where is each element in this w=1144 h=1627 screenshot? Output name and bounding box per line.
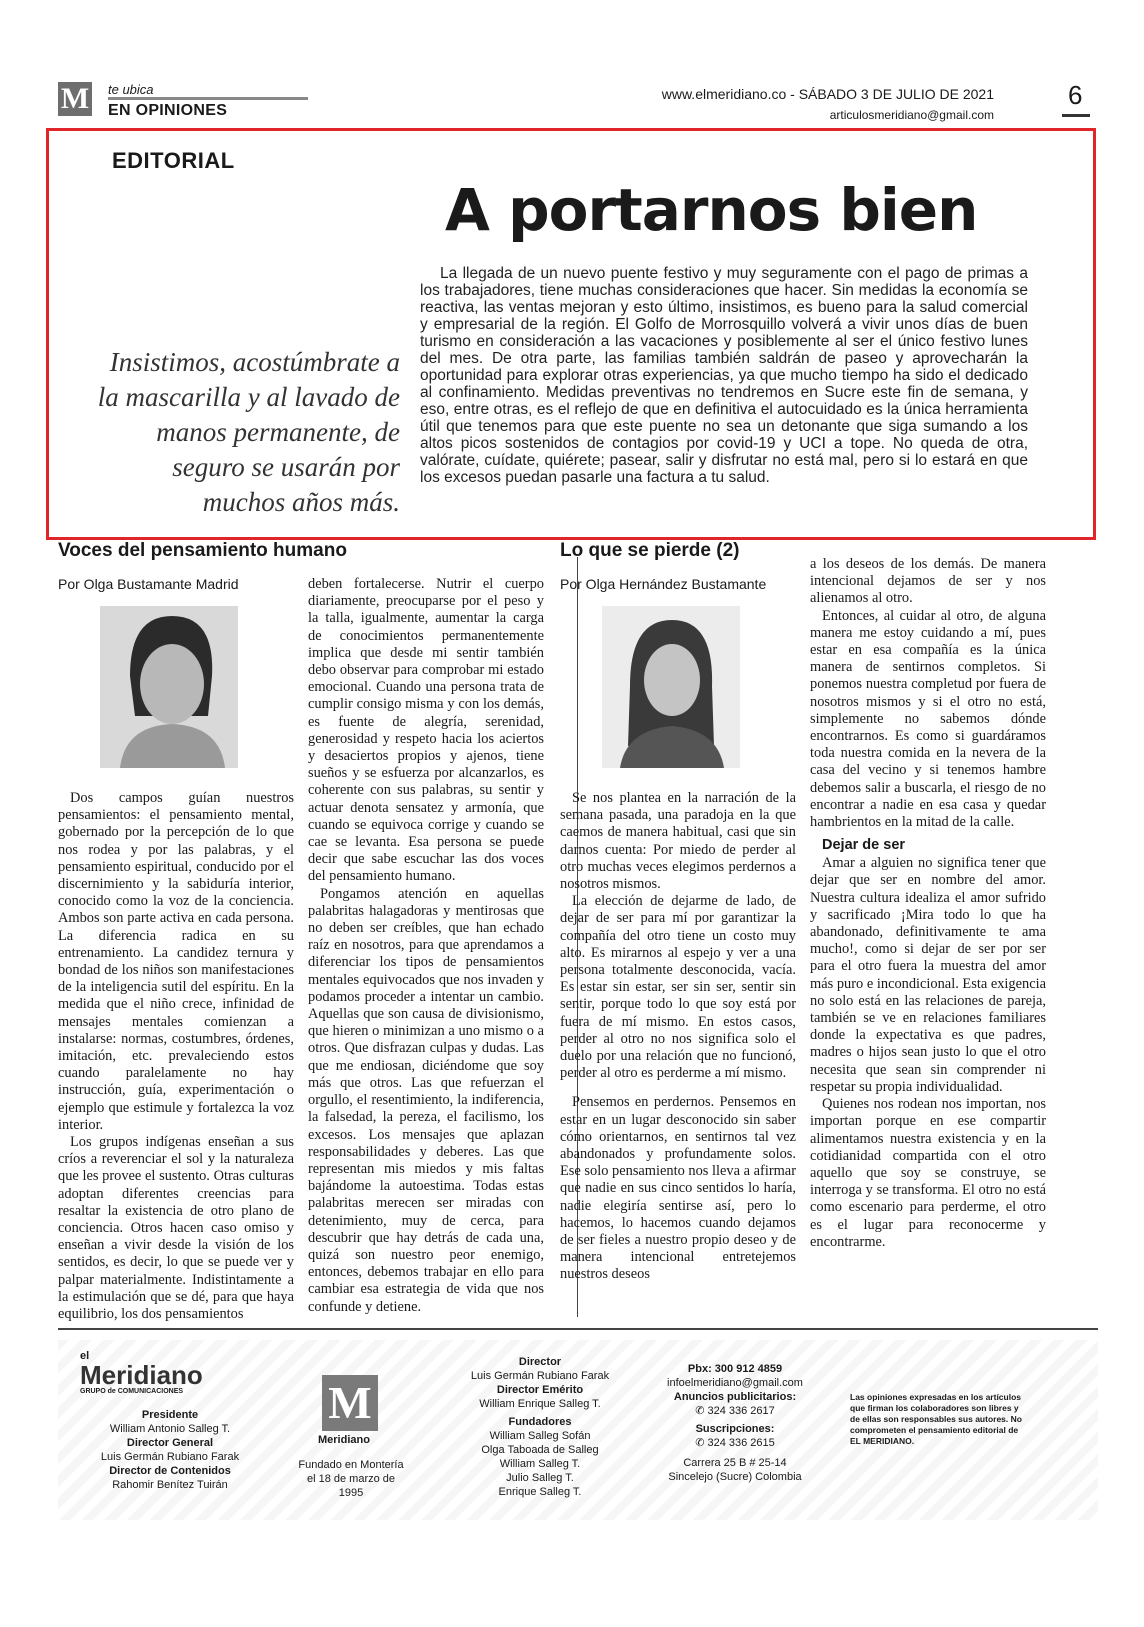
founder-name: Enrique Salleg T. — [498, 1486, 582, 1498]
pbx: Pbx: 300 912 4859 — [687, 1363, 783, 1375]
editorial-paragraph: La llegada de un nuevo puente festivo y muy seguramente con el pago de primas a los trabajadores, tiene muchas consideraciones que hacer. Sin medidas la economía se reactiva, las ventas mejoran y esto último, insistimos, es bueno para la salud comercial y empresarial de la región. El Golfo de Morrosquillo volverá a vivir unos días de buen turismo en consideración a las vacaciones y posiblemente al ser el único festivo lunes del mes. De otra parte, las familias también saldrán de paseo y aprovecharán la oportunidad para explorar otras experiencias, ya que mucho tiempo ha sido el dedicado al confinamiento. Medidas preventivas no tendremos en Sucre este fin de semana, y eso, entre otras, es el reflejo de que en definitiva el autocuidado es la única herramienta útil que tenemos para que este puente no sea un detonante que siga sumando a los altos picos sostenidos de contagios por covid-19 y UCI a tope. No queda de otra, valórate, cuídate, quiérete; pasear, salir y disfrutar no está mal, pero si lo estará en que los excesos puedan pasarle una factura a tu salud. — [420, 265, 1028, 486]
page-number: 6 — [1068, 80, 1083, 110]
article2-byline: Por Olga Hernández Bustamante — [560, 576, 767, 592]
founder-name: Julio Salleg T. — [506, 1472, 574, 1484]
footer-m-logo: M — [322, 1375, 378, 1431]
brand-subtitle: GRUPO de COMUNICACIONES — [80, 1388, 184, 1395]
whatsapp-icon: ✆ — [695, 1405, 705, 1417]
section-title: EN OPINIONES — [108, 102, 228, 119]
article2-paragraph: Quienes nos rodean nos importan, nos importan porque en ese compartir alimentamos nuestra existencia y en la cotidianidad compartida con el otro aquello que soy se construye, se interroga y se transforma. El otro no está como escenario para perderme, el otro es el lugar para reconocerme y encontrarme. — [810, 1096, 1046, 1250]
founded-note: Fundado en Montería el 18 de marzo de 1995 — [298, 1459, 404, 1499]
article1-paragraph: deben fortalecerse. Nutrir el cuerpo diariamente, preocuparse por el peso y la talla, igualmente, aumentar la carga de conocimientos permanentemente implica que desde mi sentir también debo observar para comprobar mi estado emocional. Cuando una persona trata de cumplir consigo misma y con los demás, es fuente de alegría, serenidad, generosidad y respeto hacia los aciertos y desaciertos propios y ajenos, tiene sueños y se esfuerza por alcanzarlos, es coherente con sus palabras, su sentir y actuar denota sensatez y armonía, que cuando se equivoca corrige y cuando se cae se levanta. Esa persona se puede decir que sabe escuchar las dos voces del pensamiento humano. — [308, 576, 544, 885]
article1-paragraph: Dos campos guían nuestros pensamientos: el pensamiento mental, gobernado por la percepción de lo que nos rodea y por las palabras, y el pensamiento espiritual, conducido por el discernimiento y la sabiduría interior, conocido como la voz de la conciencia. Ambos son parte activa en cada persona. La diferencia radica en su entrenamiento. La candidez ternura y bondad de los niños son manifestaciones de la inteligencia sutil del espíritu. En la medida que el niño crece, infinidad de mensajes mentales comienzan a instalarse: normas, costumbres, órdenes, imitación, etc. prevaleciendo estos cuando paralelamente no hay instrucción, guía, experimentación o ejemplo que estimule y fortalezca la voz interior. — [58, 790, 294, 1133]
info-email: infoelmeridiano@gmail.com — [667, 1377, 803, 1389]
editorial-label: EDITORIAL — [112, 148, 235, 173]
content-director-name: Rahomir Benítez Tuirán — [112, 1479, 228, 1491]
content-director-label: Director de Contenidos — [109, 1465, 231, 1477]
article2-paragraph: a los deseos de los demás. De manera intencional dejamos de ser y nos alienamos al otro. — [810, 556, 1046, 607]
article2-column1 — [560, 790, 796, 1284]
footer-rule — [58, 1328, 1098, 1330]
founder-name: William Salleg T. — [499, 1458, 581, 1470]
page-number-rule — [1062, 114, 1090, 117]
address: Carrera 25 B # 25-14 — [683, 1457, 787, 1469]
article2-paragraph: Amar a alguien no significa tener que dejar que ser en nombre del amor. Nuestra cultura idealiza el amor sufrido y sacrificado ¡Mira todo lo que ha abandonado, definitivamente te ama mucho!, como si dejar de ser por ser para el otro fuera la muestra del amor más puro e incondicional. Esta exigencia no solo está en las relaciones de pareja, también se ve en relaciones familiares donde la expectativa es que padres, madres o hijos sean justo lo que el otro necesita que sean sin comprender ni respetar su propia individualidad. — [810, 855, 1046, 1095]
subs-phone: 324 336 2615 — [707, 1437, 775, 1449]
footer-disclaimer: Las opiniones expresadas en los artículos que firman los colaboradores son libres y de ellas son responsables sus autores. No comprometen el pensamiento editorial de EL MERIDIANO. — [850, 1392, 1022, 1446]
article1-column1 — [58, 790, 294, 1323]
article2-paragraph: Pensemos en perdernos. Pensemos en estar en un lugar desconocido sin saber cómo orientarnos, en sentirnos tal vez abandonados y profundamente solos. Ese solo pensamiento nos lleva a afirmar que nadie en sus cinco sentidos lo haría, nadie elegiría sentirse así, pero lo hacemos, lo hacemos cuando dejamos de ser fieles a nuestro propio deseo y de manera intencional entretejemos nuestros deseos — [560, 1094, 796, 1283]
header-rule — [108, 97, 308, 100]
emeritus-name: William Enrique Salleg T. — [479, 1398, 601, 1410]
founder-name: Olga Taboada de Salleg — [481, 1444, 599, 1456]
article1-paragraph: Los grupos indígenas enseñan a sus críos a reverenciar el sol y la naturaleza que les provee el sustento. Otras culturas adoptan diferentes creencias para resaltar la existencia de otro plano de conciencia. Otros hacen caso omiso y enseñan a vivir desde la visión de los sentidos, es decir, lo que se puede ver y palpar materialmente. Indistintamente a la estimulación que se dé, para que haya equilibrio, los dos pensamientos — [58, 1134, 294, 1323]
director-name: Luis Germán Rubiano Farak — [470, 1370, 610, 1382]
footer-contact — [650, 1362, 820, 1484]
whatsapp-icon: ✆ — [695, 1437, 705, 1449]
article1-paragraph: Pongamos atención en aquellas palabritas halagadoras y mentirosas que no deben ser creíbles, que han echado raíz en nosotros, para que aprendamos a diferenciar los tipos de pensamientos mentales equivocados que nos invaden y podamos proceder a intentar un cambio. Aquellas que son causa de divisionismo, que hieren o minimizan a uno mismo o a otros. Que disfrazan culpas y dudas. Las que me endiosan, diciéndome que soy más que otros. Las que refuerzan el orgullo, el resentimiento, la indiferencia, la falsedad, la pereza, el facilismo, los excesos. Los mensajes que aplazan responsabilidades y deberes. Las que representan mis miedos y mis faltas bajándome la autoestima. Todas estas palabritas merecen ser miradas con detenimiento, muy de cerca, para descubrir que hay detrás de cada una, quizá son nuestro peor enemigo, entonces, debemos trabajar en ello para cambiar esa estrategia de vida que nos confunde y detiene. — [308, 885, 544, 1315]
footer-logo-caption: Meridiano — [318, 1434, 370, 1446]
gm-name: Luis Germán Rubiano Farak — [100, 1451, 240, 1463]
founders-label: Fundadores — [508, 1416, 572, 1428]
author-photo-olga-bustamante — [100, 606, 238, 768]
president-label: Presidente — [141, 1409, 199, 1421]
article2-paragraph: Se nos plantea en la narración de la semana pasada, una paradoja en la que caemos de manera habitual, casi que sin darnos cuenta: Por miedo de perder al otro muchas veces elegimos perdernos a nosotros mismos. — [560, 790, 796, 893]
founder-name: William Salleg Sofán — [489, 1430, 591, 1442]
subs-label: Suscripciones: — [695, 1423, 775, 1435]
director-label: Director — [518, 1356, 562, 1368]
te-ubica-tagline: te ubica — [108, 82, 154, 97]
editorial-title: A portarnos bien — [445, 176, 978, 244]
president-name: William Antonio Salleg T. — [109, 1423, 231, 1435]
editorial-pull-quote: Insistimos, acostúmbrate a la mascarilla y al lavado de manos permanente, de seguro se usarán por muchos años más. — [97, 347, 400, 517]
footer-staff-left — [70, 1408, 270, 1492]
article2-paragraph: La elección de dejarme de lado, de dejar de ser para mí por garantizar la compañía del otro tiene un costo muy alto. Es mirarnos al espejo y ver a una persona totalmente desconocida, vacía. Es estar sin estar, ser sin ser, sentir sin sentir, porque todo lo que soy está por fuera de mí mismo. En estos casos, perder al otro no nos significa solo el duelo por una relación que no funcionó, perder al otro es perderme a mí mismo. — [560, 893, 796, 1082]
city: Sincelejo (Sucre) Colombia — [668, 1471, 802, 1483]
footer-staff-center — [460, 1355, 620, 1499]
article2-subhead: Dejar de ser — [822, 837, 906, 854]
editorial-body — [420, 265, 1028, 486]
emeritus-label: Director Emérito — [496, 1384, 584, 1396]
meridiano-logo: M — [58, 82, 92, 116]
article1-title: Voces del pensamiento humano — [58, 540, 347, 561]
brand-el: el — [80, 1350, 90, 1362]
gm-label: Director General — [126, 1437, 214, 1449]
ads-label: Anuncios publicitarios: — [673, 1391, 797, 1403]
article2-column2 — [810, 556, 1046, 1251]
header-email: articulosmeridiano@gmail.com — [829, 108, 994, 122]
article2-title: Lo que se pierde (2) — [560, 540, 740, 561]
footer-brand — [80, 1350, 230, 1395]
date-line: www.elmeridiano.co - SÁBADO 3 DE JULIO DE 2021 — [661, 86, 994, 102]
author-photo-olga-hernandez — [602, 606, 740, 768]
article1-byline: Por Olga Bustamante Madrid — [58, 576, 239, 592]
ads-phone: 324 336 2617 — [707, 1405, 775, 1417]
article1-column2 — [308, 576, 544, 1316]
brand-name: Meridiano — [80, 1360, 203, 1390]
article2-paragraph: Entonces, al cuidar al otro, de alguna manera me estoy cuidando a mí, pues estar en esa compañía es la única manera de sentirnos completos. Si ponemos nuestra completud por fuera de nosotros mismos y si el otro no está, simplemente no sabemos dónde encontrarnos. Es como si guardáramos toda nuestra comida en la nevera de la casa del vecino y si tenemos hambre debemos salir a buscarla, el riesgo de no encontrar a nadie en esa casa y quedar hambrientos en la mitad de la calle. — [810, 607, 1046, 831]
